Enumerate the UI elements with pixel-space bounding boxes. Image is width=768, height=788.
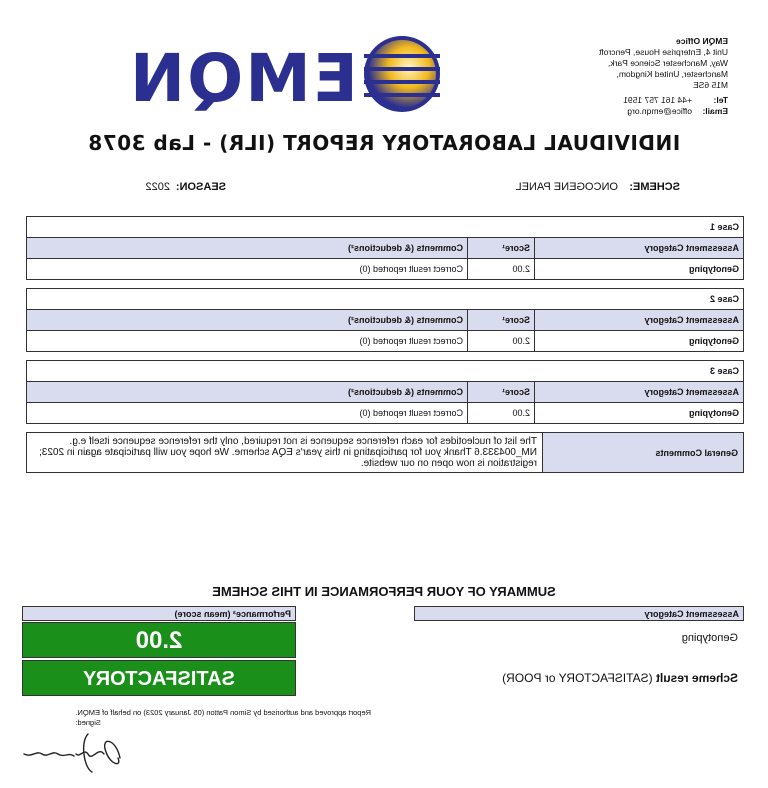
scheme-result-box: SATISFACTORY [22, 660, 296, 696]
globe-icon [356, 34, 446, 114]
scheme-label: SCHEME: [629, 181, 680, 193]
approval-note [75, 708, 371, 728]
comments-header: Comments (& deductions²) [27, 382, 468, 403]
comment-cell: Correct result reported (0) [27, 403, 468, 424]
scheme-result-label-bold: Scheme result [655, 671, 738, 685]
tel-value: +44 161 757 1591 [623, 95, 692, 105]
category-header: Assessment Category [535, 310, 744, 331]
category-header: Assessment Category [535, 238, 744, 259]
case-table [26, 216, 744, 280]
season-label: SEASON: [175, 181, 226, 193]
score-cell: 2.00 [468, 259, 535, 280]
email-label: Email: [702, 106, 728, 116]
category-header: Assessment Category [535, 382, 744, 403]
score-cell: 2.00 [468, 403, 535, 424]
comments-header: Comments (& deductions²) [27, 310, 468, 331]
score-header: Score¹ [468, 310, 535, 331]
summary-score-box: 2.00 [22, 622, 296, 658]
summary-category: Genotyping [681, 632, 738, 644]
scheme-result-label [502, 671, 738, 685]
approval-text: Report approved and authorised by Simon Patton (05 January 2023) on behalf of EMQN. [75, 708, 371, 717]
address-line: Way, Manchester Science Park, [608, 58, 728, 68]
case-table [26, 288, 744, 352]
office-title: EMQN Office [676, 36, 728, 46]
email-link[interactable]: office@emqn.org [627, 106, 692, 116]
scheme-result-label-text: (SATISFACTORY or POOR) [502, 671, 653, 685]
office-address [568, 36, 728, 117]
signature [18, 728, 128, 776]
score-cell: 2.00 [468, 331, 535, 352]
comments-header: Comments (& deductions²) [27, 238, 468, 259]
comment-cell: Correct result reported (0) [27, 331, 468, 352]
score-header: Score¹ [468, 382, 535, 403]
tel-label: Tel: [713, 95, 728, 105]
category-cell: Genotyping [535, 331, 744, 352]
report-title: INDIVIDUAL LABORATORY REPORT (ILR) - Lab 3078 [87, 131, 681, 155]
summary-title: SUMMARY OF YOUR PERFORMANCE IN THIS SCHEME [212, 584, 556, 599]
case-table [26, 360, 744, 424]
address-line: M15 6SE [693, 80, 728, 90]
category-cell: Genotyping [535, 403, 744, 424]
general-comments-table [26, 432, 744, 473]
signed-label: Signed: [75, 718, 101, 727]
summary-performance-header: Performance³ (mean score) [22, 606, 296, 621]
category-cell: Genotyping [535, 259, 744, 280]
case-title: Case 3 [27, 361, 744, 382]
general-comments-text: The list of nucleotides for each reference sequence is not required, only the reference sequence itself e.g. NM_004333.6 Thank you for participating in this year's EQA scheme. We hope you will participate again in 2023; registration is now open on our website. [27, 433, 543, 473]
general-comments-label: General Comments [543, 433, 744, 473]
address-line: Manchester, United Kingdom, [616, 69, 728, 79]
logo-text: EMQN [127, 40, 358, 117]
case-title: Case 2 [27, 289, 744, 310]
season-value: 2022 [145, 181, 170, 193]
scheme-value: ONCOGENE PANEL [515, 181, 618, 193]
case-title: Case 1 [27, 217, 744, 238]
summary-category-header: Assessment Category [414, 606, 744, 621]
emqn-logo [26, 34, 446, 117]
address-line: Unit 4, Enterprise House, Pencroft [599, 47, 728, 57]
score-header: Score¹ [468, 238, 535, 259]
comment-cell: Correct result reported (0) [27, 259, 468, 280]
